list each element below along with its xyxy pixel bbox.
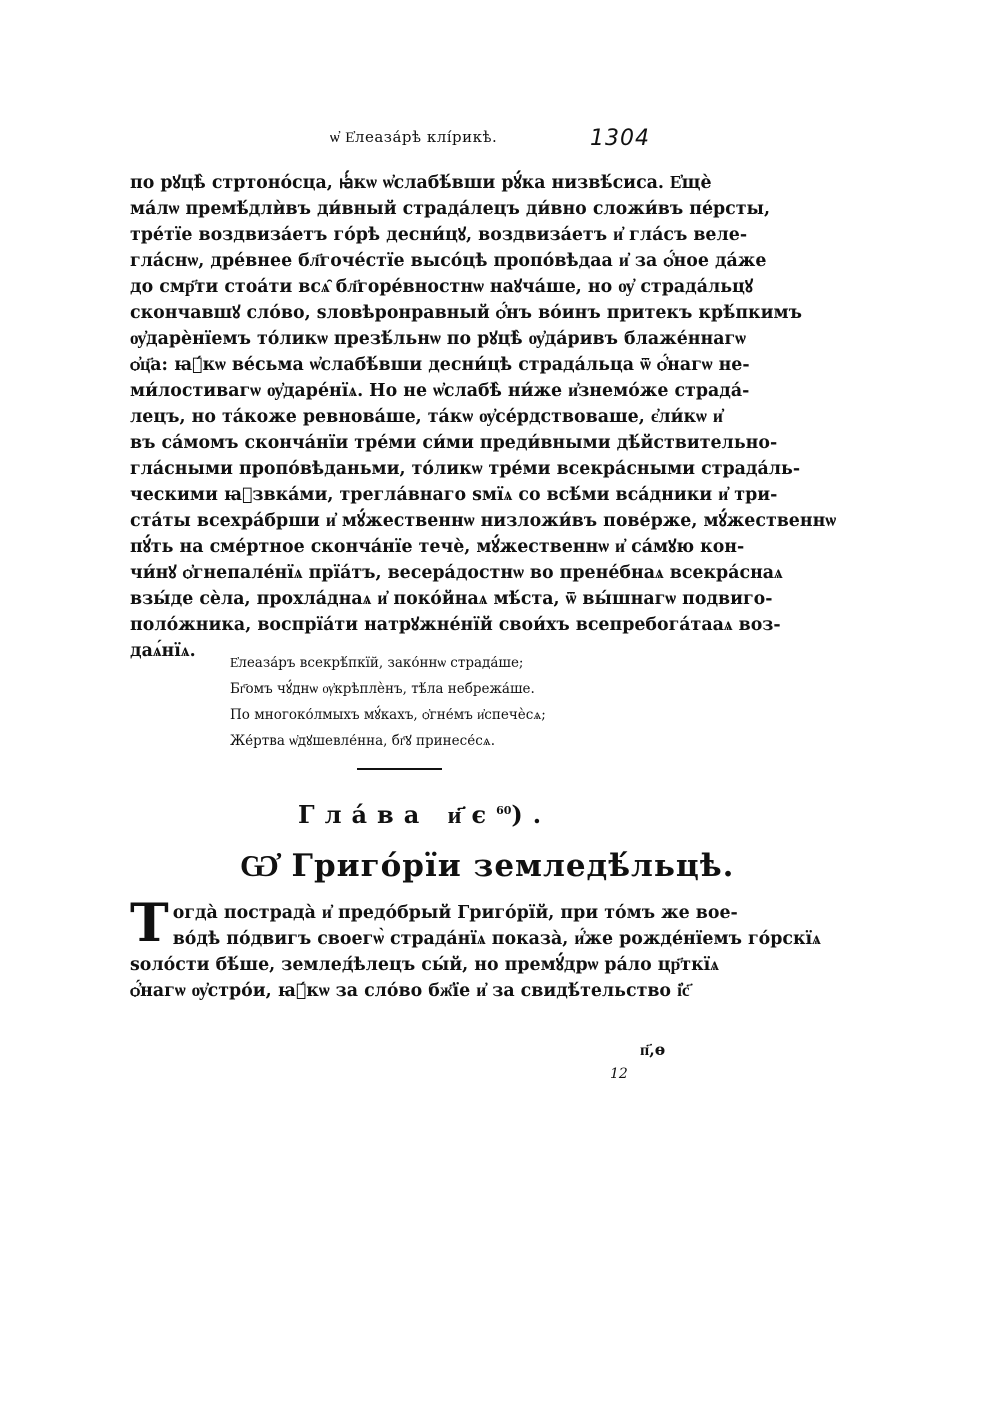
text-line: ѕоло́сти бѣ́ше, землед́ѣлецъ сы́й, но премꙋ́дрѡ ра́ло цр҃ткїѧ	[130, 955, 719, 975]
text-line: ѹ҆дарѐнїемъ то́ликѡ презѣ́льнѡ по рꙋцѣ̀ ѹ҆да́ривъ блаже́ннагѡ	[130, 329, 746, 349]
text-line: по рꙋцѣ̀ стртоно́сца, ꙗ҆́кѡ ѡ҆слабѣ́вши рꙋ́ка низвѣ́сиса. Е҆щѐ	[130, 173, 712, 193]
chapter-footnote-mark: 60	[496, 804, 512, 817]
text-line: до смр҃ти стоа́ти всѧ̑ бл҃горе́вностнѡ наꙋча́ше, но ѹ҆ страда́льцꙋ	[130, 277, 754, 297]
verse-line: По многоко́лмыхъ мꙋ́кахъ, ѻ҆гне́мъ и҆спечѐсѧ;	[230, 707, 546, 723]
sheet-number: 12	[610, 1066, 628, 1082]
text-line: даѧ́нїѧ.	[130, 641, 196, 661]
text-line: ческими ꙗ҆звка́ми, трегла́внаго ѕмїѧ со всѣ́ми вса́дники и҆ три-	[130, 485, 778, 505]
text-line: взы́де сѐла, прохла́днаѧ и҆ поко́йнаѧ мѣ́ста, ѿ вы́шнагѡ подвиго-	[130, 589, 773, 609]
verse-line: Же́ртва ѡ҆дꙋшевле́нна, бг҃ꙋ принесе́сѧ.	[230, 733, 496, 749]
text-line: тре́тїе воздвиза́етъ го́рѣ десни́цꙋ, воздвиза́етъ и҆ гла́съ веле-	[130, 225, 748, 245]
verse-line: Бг҃омъ чꙋ́днѡ ѹ҆крѣплѐнъ, тѣ́ла небрежа́ше.	[230, 681, 535, 697]
running-head: ѡ҆ Е҆леаза́рѣ клі́рикѣ.	[330, 128, 498, 146]
verse-line: Е҆леаза́ръ всекрѣ́пкїй, зако́ннѡ страда́ше;	[230, 655, 524, 671]
verse-block	[230, 650, 630, 754]
text-line: въ са́момъ сконча́нїи тре́ми си́ми преди́вными дѣ́йствительно-	[130, 433, 778, 453]
text-line: лецъ, но та́коже ревнова́ше, та́кѡ ѹ҆се́рдствоваше, є҆ли́кѡ и҆	[130, 407, 723, 427]
text-line: ѻ҆́нагѡ ѹ҆стро́и, ꙗ҆́кѡ за сло́во бж҃їе и҆ за свидѣ́тельство і҆с҃	[130, 981, 690, 1001]
text-line: поло́жника, воспрїа́ти натрꙋжне́нїй свои́хъ всепребога́тааѧ воз-	[130, 615, 781, 635]
text-line: гла́сными пропо́вѣданьми, то́ликѡ тре́ми всекра́сными страда́ль-	[130, 459, 801, 479]
text-line: скончавшꙋ сло́во, ѕловѣронравный ѻ҆́нъ во́инъ притекъ крѣ́пкимъ	[130, 303, 802, 323]
chapter-text-block	[130, 893, 821, 1004]
text-line: чи́нꙋ ѻ҆гнепале́нїѧ прїа́тъ, весера́достнѡ во прене́бнаѧ всекра́снаѧ	[130, 563, 783, 583]
text-line: ѻ҆ц҃а: ꙗ҆́кѡ ве́сьма ѡ҆слабѣ́вши десни́цѣ страда́льца ѿ ѻ҆́нагѡ не-	[130, 355, 750, 375]
text-line: ма́лѡ премѣ́длѝвъ ди́вный страда́лецъ ди́вно сложи́въ пе́рсты,	[130, 199, 771, 219]
text-line: ми́лостивагѡ ѹ҆даре́нїѧ. Но не ѡ҆слабѣ̀ ни́же и҆знемо́же страда́-	[130, 381, 750, 401]
catchword: п҃,ѳ	[640, 1040, 666, 1059]
chapter-title: Ѡ҆ Григо́рїи земледѣ́льцѣ.	[240, 848, 735, 884]
chapter-heading-text: Гла́ва и҃є	[298, 800, 497, 829]
text-line: огда̀ пострада̀ и҆ предо́брый Григо́рїй, при то́мъ же вое-	[172, 903, 738, 923]
chapter-heading-close: ).	[511, 800, 552, 829]
section-divider	[357, 768, 442, 770]
text-line: во́дѣ по́двигъ своегѡ̀ страда́нїѧ показа̀, и҆́же рожде́нїемъ го́рскїѧ	[172, 929, 821, 949]
chapter-heading	[298, 800, 551, 830]
text-line: ста́ты всехра́брши и҆ мꙋ́жественнѡ низложи́въ повéрже, мꙋ́жественнѡ	[130, 511, 837, 531]
text-line: гла́снѡ, дре́внее бл҃гоче́стїе высо́цѣ пропо́вѣдаа и҆ за ѻ҆́ное да́же	[130, 251, 767, 271]
handwritten-page-number: 1304	[590, 126, 650, 151]
main-text-block	[130, 170, 837, 664]
text-line: пꙋ́ть на сме́ртное сконча́нїе течѐ, мꙋ́жественнѡ и҆ са́мꙋю кон-	[130, 537, 745, 557]
drop-cap: Т	[130, 893, 169, 954]
